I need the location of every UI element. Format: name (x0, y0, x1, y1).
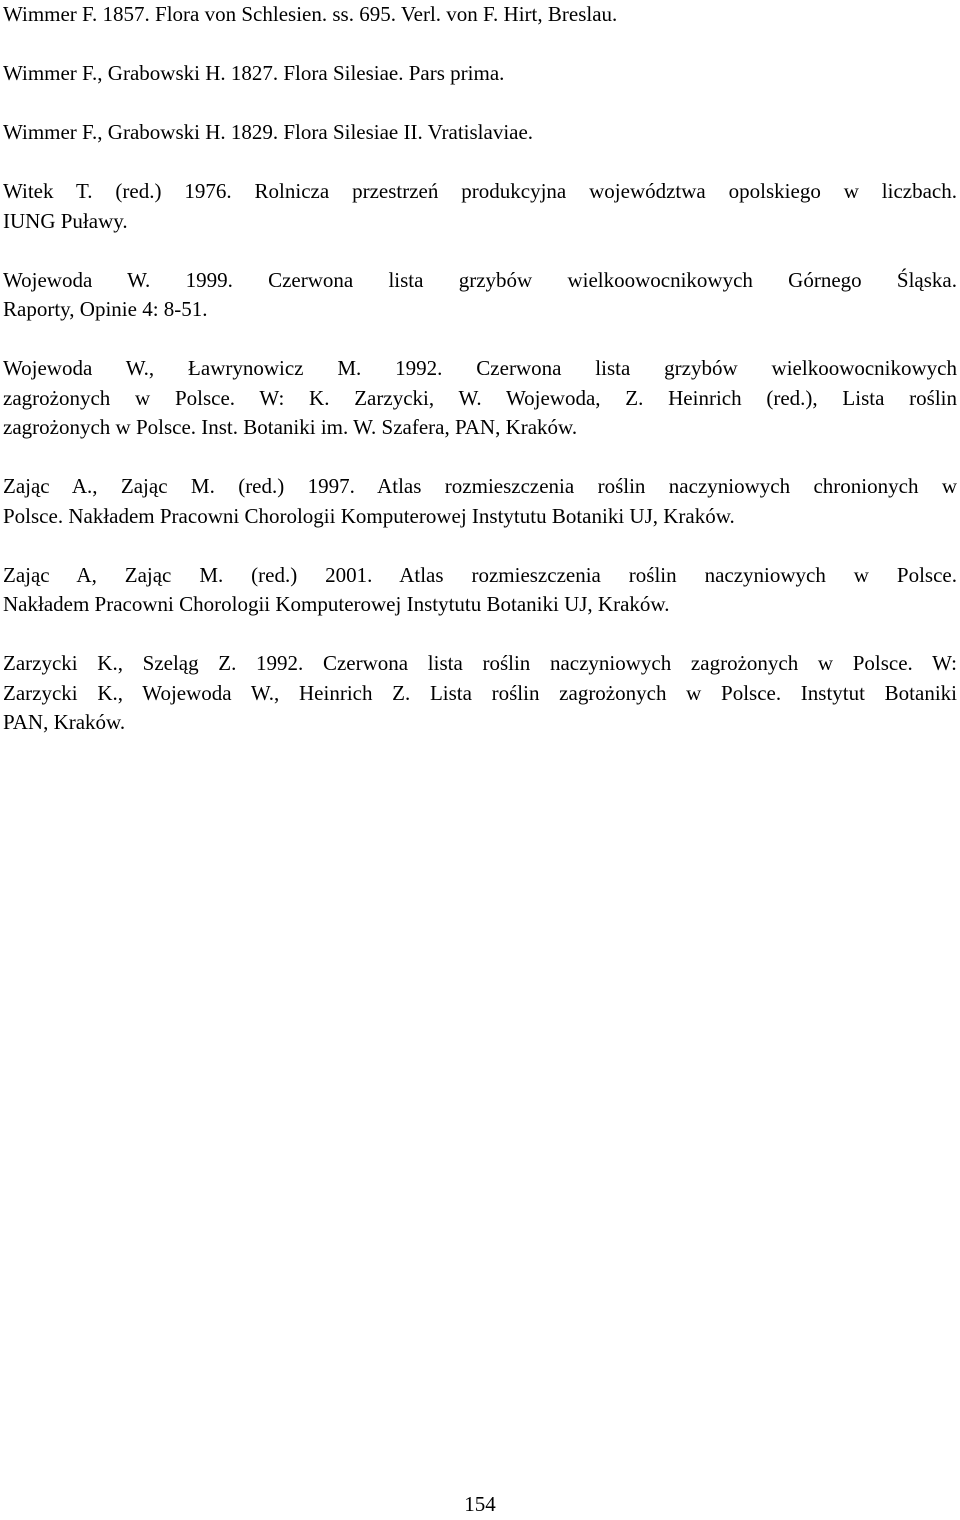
reference-line: IUNG Puławy. (3, 208, 128, 233)
reference-line: Wojewoda W., Ławrynowicz M. 1992. Czerwona lista grzybów wielkoowocnikowych (3, 356, 957, 380)
reference-line: zagrożonych w Polsce. Inst. Botaniki im. W. Szafera, PAN, Kraków. (3, 415, 578, 439)
reference-entry (3, 0, 957, 30)
reference-entry (3, 649, 957, 738)
reference-list (3, 0, 957, 767)
reference-line: Wojewoda W. 1999. Czerwona lista grzybów wielkoowocnikowych Górnego Śląska. (3, 267, 957, 292)
reference-line: Zarzycki K., Wojewoda W., Heinrich Z. Lista roślin zagrożonych w Polsce. Instytut Botaniki (3, 680, 957, 705)
reference-line: Zarzycki K., Szeląg Z. 1992. Czerwona lista roślin naczyniowych zagrożonych w Polsce. W: (3, 651, 957, 675)
reference-line: Nakładem Pracowni Chorologii Komputerowej Instytutu Botaniki UJ, Kraków. (3, 592, 670, 616)
reference-line: Wimmer F., Grabowski H. 1827. Flora Silesiae. Pars prima. (3, 61, 505, 85)
reference-entry (3, 59, 957, 89)
reference-entry (3, 561, 957, 620)
reference-line: Witek T. (red.) 1976. Rolnicza przestrzeń produkcyjna województwa opolskiego w liczbach. (3, 179, 957, 203)
reference-line: Raporty, Opinie 4: 8-51. (3, 297, 208, 321)
reference-line: Polsce. Nakładem Pracowni Chorologii Komputerowej Instytutu Botaniki UJ, Kraków. (3, 503, 735, 528)
reference-line: zagrożonych w Polsce. W: K. Zarzycki, W. Wojewoda, Z. Heinrich (red.), Lista roślin (3, 385, 957, 410)
reference-entry (3, 354, 957, 443)
reference-entry (3, 118, 957, 148)
reference-line: Wimmer F., Grabowski H. 1829. Flora Silesiae II. Vratislaviae. (3, 120, 534, 144)
reference-line: Zając A., Zając M. (red.) 1997. Atlas rozmieszczenia roślin naczyniowych chronionych w (3, 474, 957, 498)
reference-entry (3, 472, 957, 531)
reference-entry (3, 177, 957, 236)
reference-line: Wimmer F. 1857. Flora von Schlesien. ss. 695. Verl. von F. Hirt, Breslau. (3, 2, 618, 26)
reference-line: Zając A, Zając M. (red.) 2001. Atlas rozmieszczenia roślin naczyniowych w Polsce. (3, 562, 957, 587)
page-number: 154 (464, 1492, 496, 1516)
reference-entry (3, 266, 957, 325)
reference-line: PAN, Kraków. (3, 710, 126, 734)
